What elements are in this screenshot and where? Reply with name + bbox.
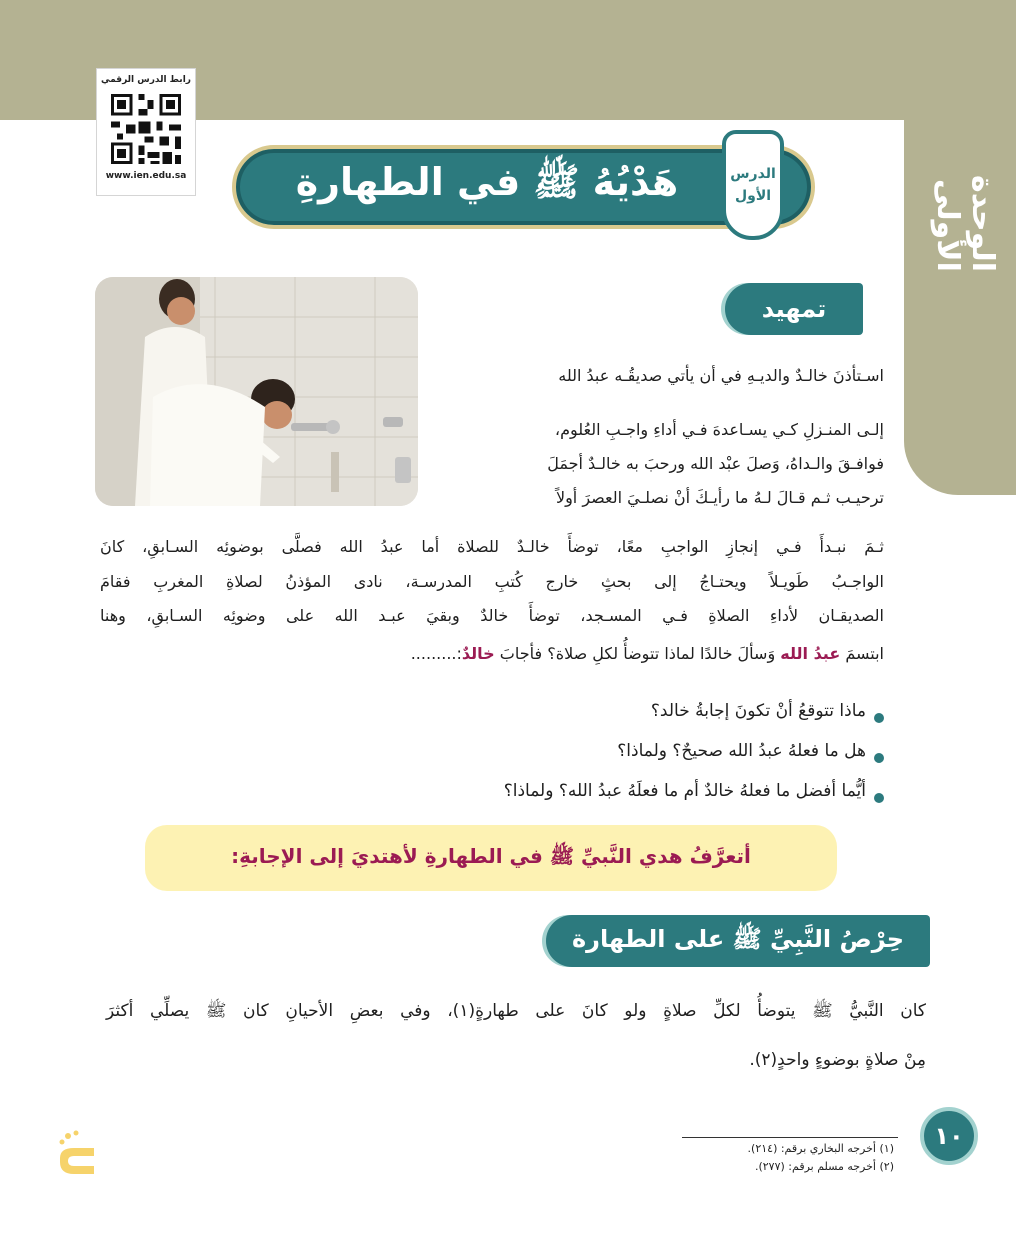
intro-line: اسـتأذنَ خالـدٌ والديـهِ في أن يأتي صديقُـه عبدُ الله xyxy=(558,366,884,385)
footnote: (٢) أخرجه مسلم برقم: (٢٧٧). xyxy=(754,1160,894,1173)
section2-line: مِنْ صلاةٍ بوضوءٍ واحدٍ(٢). xyxy=(749,1050,926,1070)
question-item: ماذا تتوقعُ أنْ تكونَ إجابةُ خالد؟ xyxy=(650,701,866,721)
highlight-name-khalid: خالدٌ xyxy=(461,644,495,663)
intro-line: الواجـبُ طَويـلاً ويحتـاجُ إلى بحثٍ خارج كُتبِ المدرسـة، نادى المؤذنُ لصلاةِ المغربِ فقامَ xyxy=(100,572,884,591)
section2-line: كان النَّبيُّ ﷺ يتوضأُ لكلِّ صلاةٍ ولو كانَ على طهارةٍ(١)، وفي بعضِ الأحيانِ كان ﷺ يصلِّي أكثرَ xyxy=(106,1001,926,1021)
bullet-icon xyxy=(874,753,884,763)
intro-last-line xyxy=(411,644,884,663)
lesson-tag-line2: الأول xyxy=(734,188,772,204)
question-item: هل ما فعلهُ عبدُ الله صحيحٌ؟ ولماذا؟ xyxy=(617,741,866,761)
unit-label: الوحدة الأولى xyxy=(930,174,1000,272)
qr-caption: رابط الدرس الرقمي xyxy=(101,75,191,85)
footnote: (١) أخرجه البخاري برقم: (٢١٤). xyxy=(747,1142,894,1155)
question-item: أيُّما أفضل ما فعلهُ خالدٌ أم ما فعلَهُ عبدُ الله؟ ولماذا؟ xyxy=(503,781,866,801)
lesson-title: هَدْيُهُ ﷺ في الطهارةِ xyxy=(295,159,679,204)
digital-lesson-qr-card[interactable] xyxy=(96,68,196,196)
intro-heading: تمهيد xyxy=(725,283,863,335)
section-heading-purity-care: حِرْصُ النَّبِيِّ ﷺ على الطهارة xyxy=(546,915,930,967)
intro-line: فوافـقَ والـداهُ، وَصلَ عبْد الله ورحبَ به خالـدٌ أجمَلَ xyxy=(547,454,884,473)
intro-last-line-part: وَسألَ خالدًا لماذا تتوضأُ لكلِ صلاة؟ فأجابَ xyxy=(494,644,781,663)
callout-box: أتعرَّفُ هدي النَّبيِّ ﷺ في الطهارةِ لأهتديَ إلى الإجابةِ: xyxy=(145,825,837,891)
bullet-icon xyxy=(874,793,884,803)
intro-line: الصديقـان لأداءِ الصلاةِ فـي المسـجد، توضأَ خالدٌ وبقيَ عبـد الله على وضوئِه السـابقِ، وهنا xyxy=(100,606,884,625)
intro-line: إلـى المنـزلِ كـي يسـاعدهَ فـي أداءِ واجـبِ العُلوم، xyxy=(554,420,884,439)
publisher-logo-icon xyxy=(50,1128,106,1184)
wudu-photo xyxy=(95,277,418,506)
intro-last-line-part: :......... xyxy=(410,644,462,663)
lesson-number-tag xyxy=(722,130,784,240)
qr-url[interactable]: www.ien.edu.sa xyxy=(105,171,187,181)
lesson-tag-line1: الدرس xyxy=(730,166,776,182)
page-number: ١٠ xyxy=(920,1107,978,1165)
qr-code-icon[interactable] xyxy=(108,91,184,167)
footnote-divider xyxy=(682,1137,898,1138)
highlight-name-abdullah: عبدُ الله xyxy=(780,644,841,663)
intro-line: ترحيـب ثـم قـالَ لـهُ ما رأيـكَ أنْ نصلـيَ العصرَ أولاً xyxy=(555,488,884,507)
intro-last-line-part: ابتسمَ xyxy=(840,644,884,663)
intro-line: ثـمَ نبـدأَ فـي إنجازِ الواجبِ معًا، توضأَ خالـدٌ للصلاة أما عبدُ الله فصلَّى بوضوئِه السـابقِ، كانَ xyxy=(100,537,884,556)
bullet-icon xyxy=(874,713,884,723)
